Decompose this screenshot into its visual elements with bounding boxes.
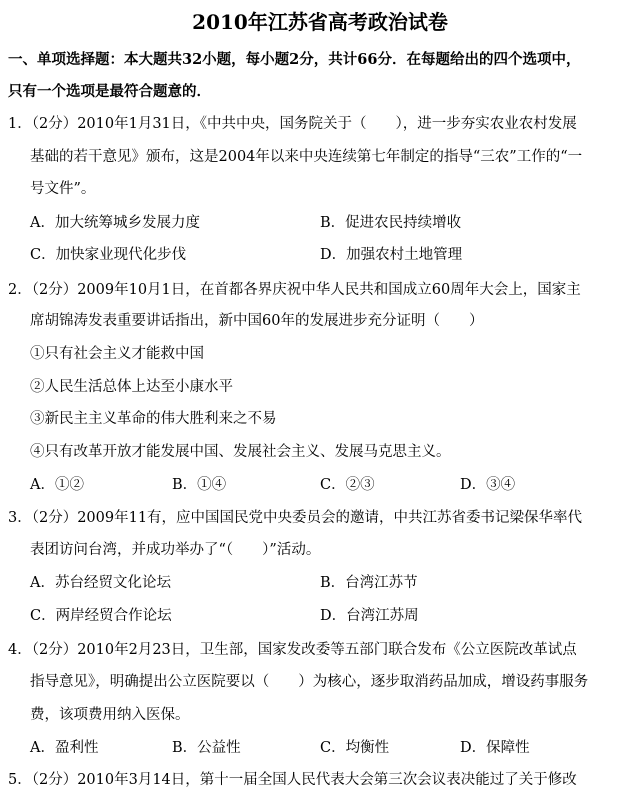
question-4-option-d[interactable]: D．保障性 xyxy=(460,740,530,756)
page-title: 2010年江苏省高考政治试卷 xyxy=(192,10,448,34)
question-2-statement-4: ④只有改革开放才能发展中国、发展社会主义、发展马克思主义。 xyxy=(30,444,451,460)
question-3-option-c[interactable]: C．两岸经贸合作论坛 xyxy=(30,608,172,624)
question-1-option-a[interactable]: A．加大统筹城乡发展力度 xyxy=(30,215,200,231)
question-1-option-b[interactable]: B．促进农民持续增收 xyxy=(320,215,462,231)
question-1-option-d[interactable]: D．加强农村土地管理 xyxy=(320,247,463,263)
section-instructions-line-1: 一、单项选择题：本大题共32小题，每小题2分，共计66分．在每题给出的四个选项中， xyxy=(8,51,581,68)
section-instructions-line-2: 只有一个选项是最符合题意的． xyxy=(8,83,211,100)
question-4-line-1: 4．（2分）2010年2月23日，卫生部，国家发改委等五部门联合发布《公立医院改革试点 xyxy=(8,642,577,658)
question-4-option-c[interactable]: C．均衡性 xyxy=(320,740,390,756)
question-4-line-2: 指导意见》，明确提出公立医院要以（ ）为核心，逐步取消药品加成，增设药事服务 xyxy=(30,674,589,690)
question-3-option-a[interactable]: A．苏台经贸文化论坛 xyxy=(30,575,171,591)
question-2-option-b[interactable]: B．①④ xyxy=(172,477,227,493)
question-2-line-1: 2．（2分）2009年10月1日，在首都各界庆祝中华人民共和国成立60周年大会上，国家主 xyxy=(8,282,581,298)
question-2-line-2: 席胡锦涛发表重要讲话指出，新中国60年的发展进步充分证明（ ） xyxy=(30,313,484,329)
question-2-option-d[interactable]: D．③④ xyxy=(460,477,516,493)
question-3-line-2: 表团访问台湾，并成功举办了“（ ）”活动。 xyxy=(30,542,321,558)
question-1-line-2: 基础的若干意见》颁布，这是2004年以来中央连续第七年制定的指导“三农”工作的“一 xyxy=(30,149,583,165)
question-2-statement-2: ②人民生活总体上达至小康水平 xyxy=(30,379,233,395)
question-4-option-a[interactable]: A．盈利性 xyxy=(30,740,99,756)
question-3-option-b[interactable]: B．台湾江苏节 xyxy=(320,575,418,591)
question-1-line-1: 1．（2分）2010年1月31日，《中共中央，国务院关于（ ），进一步夯实农业农村发展 xyxy=(8,116,577,132)
question-2-option-a[interactable]: A．①② xyxy=(30,477,84,493)
question-2-option-c[interactable]: C．②③ xyxy=(320,477,375,493)
question-4-line-3: 费，该项费用纳入医保。 xyxy=(30,707,190,723)
question-1-option-c[interactable]: C．加快家业现代化步伐 xyxy=(30,247,187,263)
question-2-statement-3: ③新民主主义革命的伟大胜利来之不易 xyxy=(30,411,277,427)
question-3-line-1: 3．（2分）2009年11有，应中国国民党中央委员会的邀请，中共江苏省委书记梁保华率代 xyxy=(8,510,583,526)
question-4-option-b[interactable]: B．公益性 xyxy=(172,740,241,756)
question-1-line-3: 号文件”。 xyxy=(30,181,96,197)
question-3-option-d[interactable]: D．台湾江苏周 xyxy=(320,608,419,624)
question-2-statement-1: ①只有社会主义才能救中国 xyxy=(30,346,204,362)
question-5-line-1: 5．（2分）2010年3月14日，第十一届全国人民代表大会第三次会议表决能过了关于修改 xyxy=(8,772,577,788)
